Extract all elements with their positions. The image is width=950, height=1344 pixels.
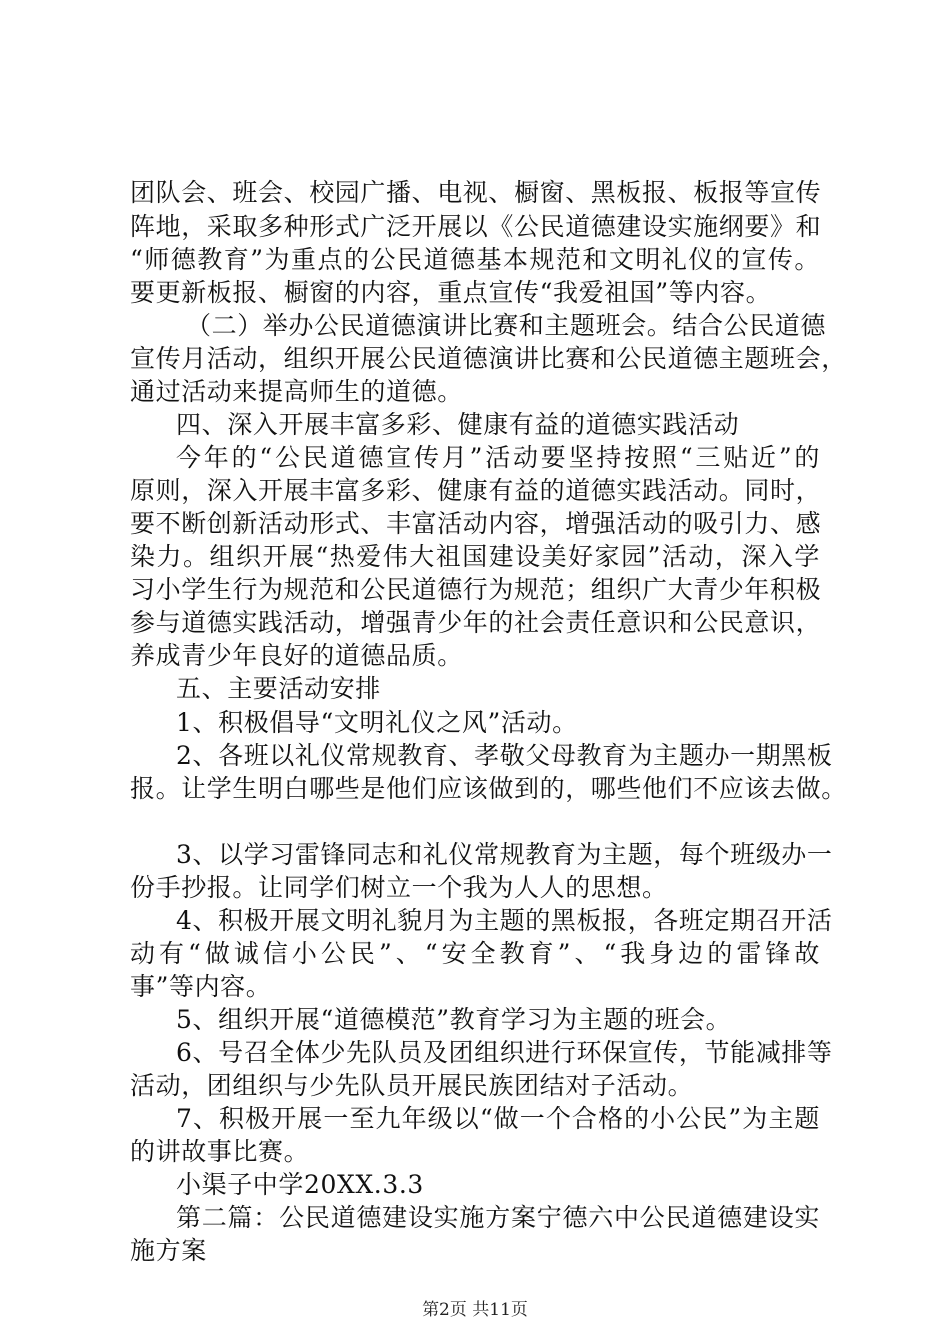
text-line-7: 通过活动来提高师生的道德。 (130, 377, 463, 406)
list-item-4-line-1: 4、积极开展文明礼貌月为主题的黑板报，各班定期召开活 (176, 906, 833, 935)
list-item-5: 5、组织开展“道德模范”教育学习为主题的班会。 (176, 1005, 732, 1034)
list-item-7-line-1: 7、积极开展一至九年级以“做一个合格的小公民”为主题 (176, 1104, 820, 1133)
text-line-12: 染力。组织开展“热爱伟大祖国建设美好家园”活动，深入学 (130, 542, 820, 571)
next-section-title-line-2: 施方案 (130, 1236, 207, 1265)
text-line-15: 养成青少年良好的道德品质。 (130, 641, 463, 670)
text-line-14: 参与道德实践活动，增强青少年的社会责任意识和公民意识， (130, 608, 822, 637)
text-line-2: 阵地，采取多种形式广泛开展以《公民道德建设实施纲要》和 (130, 212, 822, 241)
text-line-10: 原则，深入开展丰富多彩、健康有益的道德实践活动。同时， (130, 476, 822, 505)
list-item-2-line-1: 2、各班以礼仪常规教育、孝敬父母教育为主题办一期黑板 (176, 741, 833, 770)
text-line-3: “师德教育”为重点的公民道德基本规范和文明礼仪的宣传。 (130, 245, 820, 274)
signature-date: 小渠子中学20XX.3.3 (176, 1170, 424, 1199)
list-item-3-line-2: 份手抄报。让同学们树立一个我为人人的思想。 (130, 873, 668, 902)
text-line-13: 习小学生行为规范和公民道德行为规范；组织广大青少年积极 (130, 575, 822, 604)
section-heading-4: 四、深入开展丰富多彩、健康有益的道德实践活动 (176, 410, 740, 439)
text-line-9: 今年的“公民道德宣传月”活动要坚持按照“三贴近”的 (176, 443, 820, 472)
list-item-6-line-1: 6、号召全体少先队员及团组织进行环保宣传，节能减排等 (176, 1038, 833, 1067)
list-item-4-line-3: 事”等内容。 (130, 972, 272, 1001)
list-item-7-line-2: 的讲故事比赛。 (130, 1137, 310, 1166)
page-number-footer: 第2页 共11页 (422, 1300, 528, 1320)
list-item-4-line-2: 动有“做诚信小公民”、“安全教育”、“我身边的雷锋故 (130, 939, 820, 968)
text-line-6: 宣传月活动，组织开展公民道德演讲比赛和公民道德主题班会， (130, 344, 847, 373)
text-line-1: 团队会、班会、校园广播、电视、橱窗、黑板报、板报等宣传 (130, 178, 822, 207)
text-line-11: 要不断创新活动形式、丰富活动内容，增强活动的吸引力、感 (130, 509, 822, 538)
list-item-2-line-2: 报。让学生明白哪些是他们应该做到的，哪些他们不应该去做。 (130, 774, 847, 803)
text-line-5: （二）举办公民道德演讲比赛和主题班会。结合公民道德 (186, 311, 827, 340)
section-heading-5: 五、主要活动安排 (176, 674, 381, 703)
list-item-6-line-2: 活动，团组织与少先队员开展民族团结对子活动。 (130, 1071, 694, 1100)
text-line-4: 要更新板报、橱窗的内容，重点宣传“我爱祖国”等内容。 (130, 278, 772, 307)
next-section-title-line-1: 第二篇：公民道德建设实施方案宁德六中公民道德建设实 (176, 1203, 820, 1232)
list-item-3-line-1: 3、以学习雷锋同志和礼仪常规教育为主题，每个班级办一 (176, 840, 833, 869)
list-item-1: 1、积极倡导“文明礼仪之风”活动。 (176, 708, 578, 737)
